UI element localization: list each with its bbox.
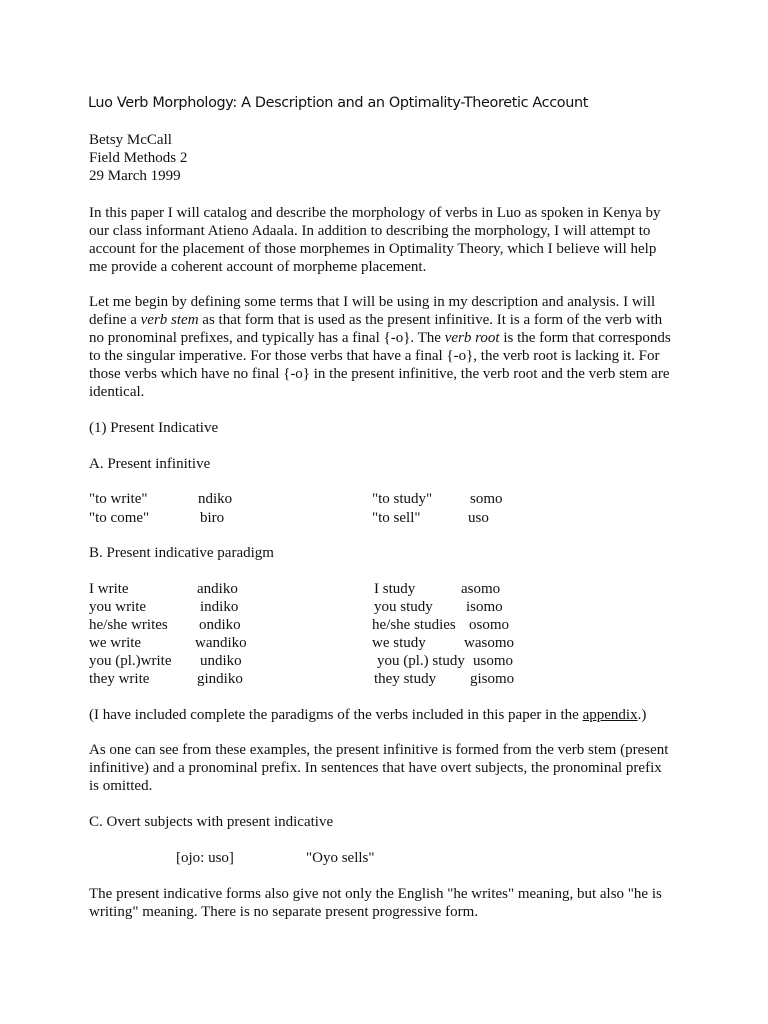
form-cell: somo [470,491,503,507]
gloss-cell: they study [374,671,437,687]
gloss-cell: they write [89,671,150,687]
text-run: define a [89,312,141,328]
form-cell: biro [200,510,225,526]
term-verb-root: verb root [444,330,500,346]
form-cell: ondiko [199,617,241,633]
form-cell: isomo [466,599,503,615]
gloss-cell: he/she studies [372,617,456,633]
gloss-cell: "to study" [372,491,433,507]
definitions-line [89,329,689,347]
intro-line: our class informant Atieno Adaala. In addition to describing the morphology, I will attempt to [89,223,651,239]
paragraph-line: writing" meaning. There is no separate present progressive form. [89,904,479,920]
intro-line: In this paper I will catalog and describe the morphology of verbs in Luo as spoken in Kenya by [89,205,661,221]
gloss-cell: I write [89,581,129,597]
intro-paragraph [89,204,689,276]
form-cell: gisomo [470,671,515,687]
definitions-paragraph [89,293,689,401]
paper-date: 29 March 1999 [89,168,181,184]
gloss-cell: you (pl.)write [89,653,172,669]
form-cell: osomo [469,617,510,633]
subsection-heading: B. Present indicative paradigm [89,545,274,561]
gloss-cell: you (pl.) study [377,653,465,669]
gloss-cell: you write [89,599,147,615]
form-cell: uso [468,510,489,526]
form-cell: wasomo [464,635,514,651]
course-name: Field Methods 2 [89,150,188,166]
text-run: is the form that corresponds [499,330,671,346]
section-heading: (1) Present Indicative [89,420,219,436]
definitions-line [89,311,689,329]
subsection-heading: A. Present infinitive [89,456,211,472]
gloss-cell: "to write" [89,491,148,507]
term-verb-stem: verb stem [140,312,199,328]
form-cell: usomo [473,653,514,669]
gloss-cell: I study [374,581,416,597]
form-cell: undiko [200,653,242,669]
form-cell: wandiko [195,635,247,651]
form-cell: asomo [461,581,501,597]
appendix-link[interactable]: appendix [582,707,638,723]
gloss-cell: "to come" [89,510,150,526]
paragraph-line: As one can see from these examples, the present infinitive is formed from the verb stem (present [89,742,669,758]
text-run: as that form that is used as the present infinitive. It is a form of the verb with [198,312,663,328]
paper-title: Luo Verb Morphology: A Description and an Optimality-Theoretic Account [88,95,589,111]
gloss-cell: he/she writes [89,617,168,633]
form-cell: andiko [197,581,238,597]
form-cell: indiko [200,599,239,615]
text-run: (I have included complete the paradigms of the verbs included in this paper in the [89,707,583,723]
text-run: .) [637,707,647,723]
author-block [89,131,689,185]
form-cell: gindiko [197,671,243,687]
gloss-cell: we study [372,635,426,651]
form-cell: ndiko [198,491,233,507]
definitions-line: those verbs which have no final {-o} in the present infinitive, the verb root and the verb stem are [89,366,670,382]
text-run: no pronominal prefixes, and typically has a final {-o}. The [89,330,445,346]
paragraph-line: infinitive) and a pronominal prefix. In sentences that have overt subjects, the pronominal prefix [89,760,662,776]
gloss-cell: "to sell" [372,510,421,526]
example-form: [ojo: uso] [176,850,234,866]
intro-line: me provide a coherent account of morpheme placement. [89,259,427,275]
definitions-line: identical. [89,384,145,400]
gloss-cell: you study [374,599,433,615]
gloss-cell: we write [89,635,142,651]
appendix-note [89,706,646,724]
definitions-line: Let me begin by defining some terms that I will be using in my description and analysis. I will [89,294,656,310]
paragraph-line: The present indicative forms also give not only the English "he writes" meaning, but also "he is [89,886,662,902]
intro-line: account for the placement of those morphemes in Optimality Theory, which I believe will help [89,241,657,257]
author-name: Betsy McCall [89,132,172,148]
example-gloss: "Oyo sells" [306,850,375,866]
paragraph-line: is omitted. [89,778,153,794]
definitions-line: to the singular imperative. For those verbs that have a final {-o}, the verb root is lacking it. For [89,348,660,364]
final-paragraph [89,885,689,921]
subsection-heading: C. Overt subjects with present indicative [89,814,334,830]
infinitive-paragraph [89,741,689,795]
